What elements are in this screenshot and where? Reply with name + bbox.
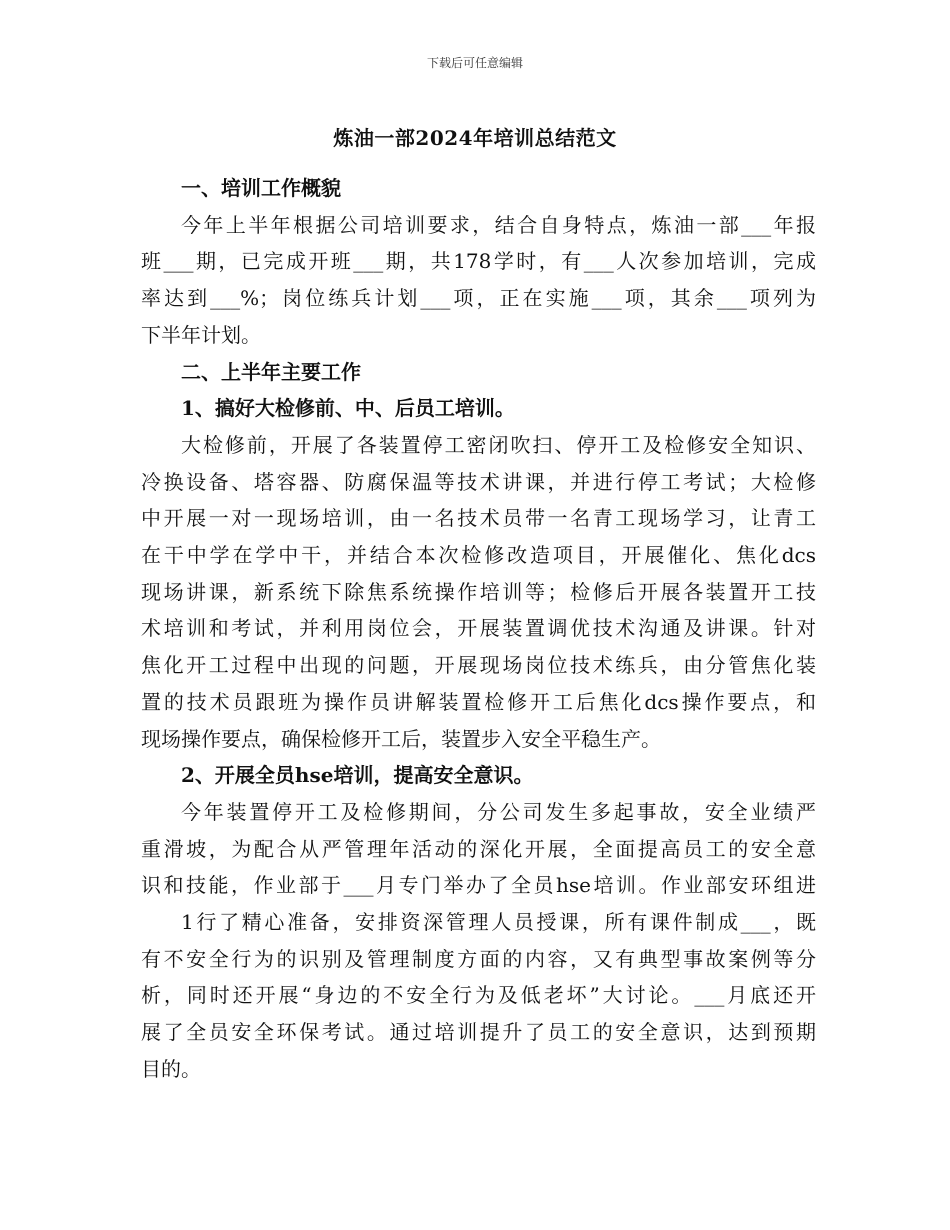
paragraph-line: 今年上半年根据公司培训要求，结合自身特点，炼油一部___年报 — [181, 212, 816, 237]
paragraph-line: 重滑坡，为配合从严管理年活动的深化开展，全面提高员工的安全意 — [141, 836, 816, 861]
paragraph-line: 冷换设备、塔容器、防腐保温等技术讲课，并进行停工考试；大检修 — [141, 469, 816, 494]
paragraph-line: 在干中学在学中干，并结合本次检修改造项目，开展催化、焦化dcs — [141, 543, 816, 568]
paragraph-line: 今年装置停开工及检修期间，分公司发生多起事故，安全业绩严 — [181, 799, 816, 824]
paragraph-line: 班___期，已完成开班___期，共178学时，有___人次参加培训，完成 — [141, 249, 816, 274]
section-heading-main-work: 二、上半年主要工作 — [181, 359, 361, 384]
paragraph-hse-training-a — [141, 794, 816, 904]
paragraph-line: 现场操作要点，确保检修开工后，装置步入安全平稳生产。 — [141, 726, 661, 751]
paragraph-line: 置的技术员跟班为操作员讲解装置检修开工后焦化dcs操作要点，和 — [141, 689, 816, 714]
paragraph-line: 下半年计划。 — [141, 322, 261, 347]
paragraph-line: 大检修前，开展了各装置停工密闭吹扫、停开工及检修安全知识、 — [181, 432, 816, 457]
paragraph-line: 现场讲课，新系统下除焦系统操作培训等；检修后开展各装置开工技 — [141, 579, 816, 604]
document-body — [141, 170, 816, 1088]
paragraph-line: 目的。 — [141, 1056, 201, 1081]
paragraph-line: 展了全员安全环保考试。通过培训提升了员工的安全意识，达到预期 — [141, 1020, 816, 1045]
paragraph-line: 1行了精心准备，安排资深管理人员授课，所有课件制成___，既 — [181, 910, 816, 935]
paragraph-line: 识和技能，作业部于___月专门举办了全员hse培训。作业部安环组进 — [141, 873, 816, 898]
header-note: 下载后可任意编辑 — [426, 56, 523, 70]
paragraph-line: 术培训和考试，并利用岗位会，开展装置调优技术沟通及讲课。针对 — [141, 616, 816, 641]
paragraph-line: 有不安全行为的识别及管理制度方面的内容，又有典型事故案例等分 — [141, 946, 816, 971]
document-title: 炼油一部2024年培训总结范文 — [333, 126, 617, 150]
subsection-heading-overhaul-training: 1、搞好大检修前、中、后员工培训。 — [181, 396, 515, 421]
paragraph-overhaul-training — [141, 427, 816, 757]
section-heading-overview: 一、培训工作概貌 — [181, 176, 341, 200]
paragraph-overview — [141, 207, 816, 354]
paragraph-line: 焦化开工过程中出现的问题，开展现场岗位技术练兵，由分管焦化装 — [141, 653, 816, 678]
paragraph-hse-training-b — [141, 904, 816, 1088]
paragraph-line: 中开展一对一现场培训，由一名技术员带一名青工现场学习，让青工 — [141, 506, 816, 531]
subsection-heading-hse-training: 2、开展全员hse培训，提高安全意识。 — [181, 763, 534, 788]
paragraph-line: 率达到___%；岗位练兵计划___项，正在实施___项，其余___项列为 — [141, 286, 816, 311]
paragraph-line: 析，同时还开展“身边的不安全行为及低老坏”大讨论。___月底还开 — [141, 983, 816, 1008]
